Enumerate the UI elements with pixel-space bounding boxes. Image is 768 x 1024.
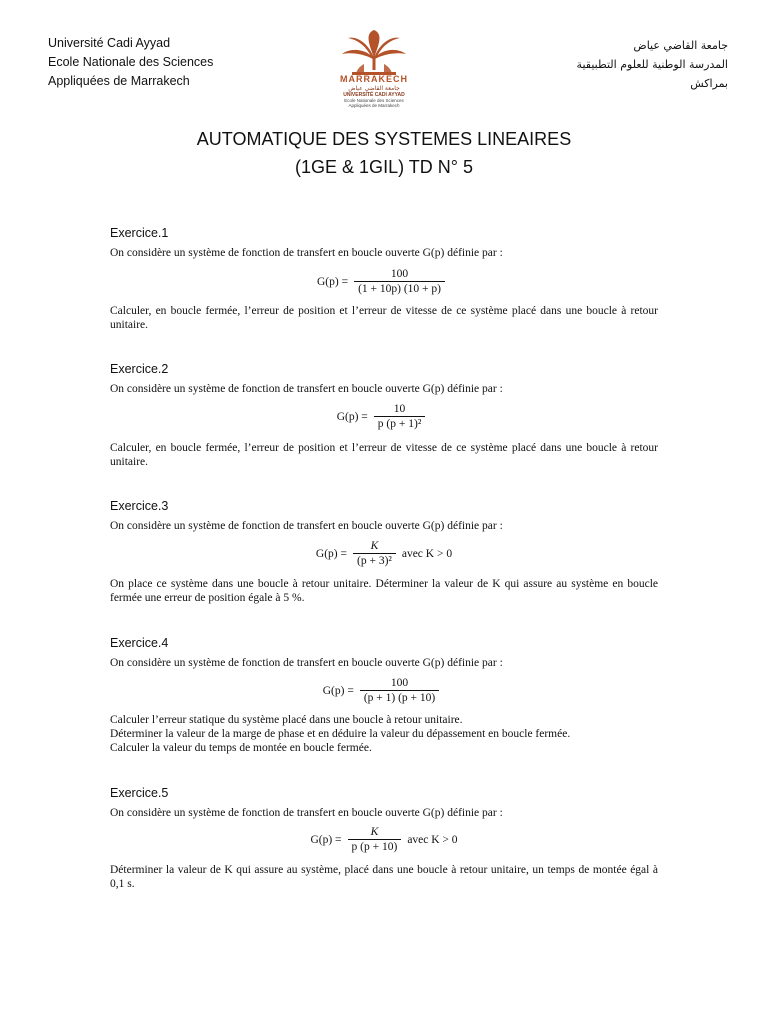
formula-lhs: G(p) = bbox=[315, 547, 347, 560]
institution-line: Ecole Nationale des Sciences bbox=[48, 55, 214, 69]
transfer-function bbox=[0, 677, 768, 704]
formula-numerator: 10 bbox=[393, 403, 406, 415]
formula-denominator: p (p + 10) bbox=[348, 839, 402, 853]
exercise-question: Calculer l’erreur statique du système placé dans une boucle à retour unitaire. bbox=[110, 714, 463, 726]
formula-denominator: (1 + 10p) (10 + p) bbox=[354, 281, 445, 295]
formula-fraction bbox=[348, 826, 402, 853]
transfer-function bbox=[0, 268, 768, 295]
document-title: AUTOMATIQUE DES SYSTEMES LINEAIRES bbox=[196, 129, 572, 149]
exercise-question: Déterminer la valeur de K qui assure au système, placé dans une boucle à retour unitaire, un temps de montée égal à 0,1 s. bbox=[110, 864, 658, 890]
logo-university-fr: UNIVERSITÉ CADI AYYAD bbox=[343, 92, 405, 98]
transfer-function bbox=[0, 403, 768, 430]
exercise-question: Calculer, en boucle fermée, l’erreur de position et l’erreur de vitesse de ce système placé dans une boucle à retour unitaire. bbox=[110, 305, 658, 331]
formula-lhs: G(p) = bbox=[317, 275, 349, 288]
formula-fraction bbox=[374, 403, 425, 430]
logo-school-line: Appliquées de Marrakech bbox=[348, 103, 400, 108]
formula-numerator: K bbox=[370, 826, 379, 838]
formula-numerator: K bbox=[370, 540, 379, 552]
formula-denominator: (p + 1) (p + 10) bbox=[360, 690, 439, 704]
institution-line: Université Cadi Ayyad bbox=[48, 36, 171, 50]
formula-lhs: G(p) = bbox=[336, 410, 368, 423]
transfer-function bbox=[0, 540, 768, 567]
formula-lhs: G(p) = bbox=[310, 833, 342, 846]
formula-fraction bbox=[360, 677, 439, 704]
exercise-intro: On considère un système de fonction de transfert en boucle ouverte G(p) définie par : bbox=[110, 657, 503, 669]
exercise-question: On place ce système dans une boucle à retour unitaire. Déterminer la valeur de K qui assure au système en boucle fermée une erreur de position égale à 5 %. bbox=[110, 578, 658, 604]
exercise-intro: On considère un système de fonction de transfert en boucle ouverte G(p) définie par : bbox=[110, 383, 503, 395]
formula-lhs: G(p) = bbox=[322, 684, 354, 697]
formula-condition: avec K > 0 bbox=[401, 547, 453, 560]
institution-line-ar: جامعة القاضي عياض bbox=[633, 39, 728, 52]
exercise-question: Calculer, en boucle fermée, l’erreur de position et l’erreur de vitesse de ce système placé dans une boucle à retour unitaire. bbox=[110, 442, 658, 468]
institution-name-ar bbox=[577, 36, 728, 93]
formula-fraction bbox=[354, 268, 445, 295]
exercise-question: Calculer la valeur du temps de montée en boucle fermée. bbox=[110, 742, 372, 754]
logo-brand-text: MARRAKECH bbox=[340, 74, 408, 84]
formula-numerator: 100 bbox=[390, 677, 409, 689]
institution-line: Appliquées de Marrakech bbox=[48, 74, 190, 88]
document-subtitle: (1GE & 1GIL) TD N° 5 bbox=[295, 157, 473, 177]
institution-line-ar: المدرسة الوطنية للعلوم التطبيقية bbox=[576, 58, 728, 71]
formula-numerator: 100 bbox=[390, 268, 409, 280]
exercise-heading: Exercice.1 bbox=[110, 226, 169, 240]
exercise-intro: On considère un système de fonction de transfert en boucle ouverte G(p) définie par : bbox=[110, 807, 503, 819]
exercise-heading: Exercice.2 bbox=[110, 362, 169, 376]
transfer-function bbox=[0, 826, 768, 853]
exercise-heading: Exercice.3 bbox=[110, 499, 169, 513]
exercise-heading: Exercice.5 bbox=[110, 786, 169, 800]
institution-name-fr bbox=[48, 34, 213, 91]
logo-university-ar: جامعة القاضي عياض bbox=[348, 85, 400, 92]
exercise-question: Déterminer la valeur de la marge de phase et en déduire la valeur du dépassement en boucle fermée. bbox=[110, 728, 571, 740]
formula-fraction bbox=[353, 540, 396, 567]
logo-school-line: Ecole Nationale des Sciences bbox=[344, 98, 404, 103]
formula-denominator: p (p + 1)² bbox=[374, 416, 425, 430]
exercise-heading: Exercice.4 bbox=[110, 636, 169, 650]
institution-line-ar: بمراكش bbox=[690, 77, 728, 90]
formula-condition: avec K > 0 bbox=[407, 833, 458, 846]
exercise-intro: On considère un système de fonction de transfert en boucle ouverte G(p) définie par : bbox=[110, 520, 503, 532]
formula-denominator: (p + 3)² bbox=[353, 553, 396, 567]
exercise-intro: On considère un système de fonction de transfert en boucle ouverte G(p) définie par : bbox=[110, 247, 503, 259]
